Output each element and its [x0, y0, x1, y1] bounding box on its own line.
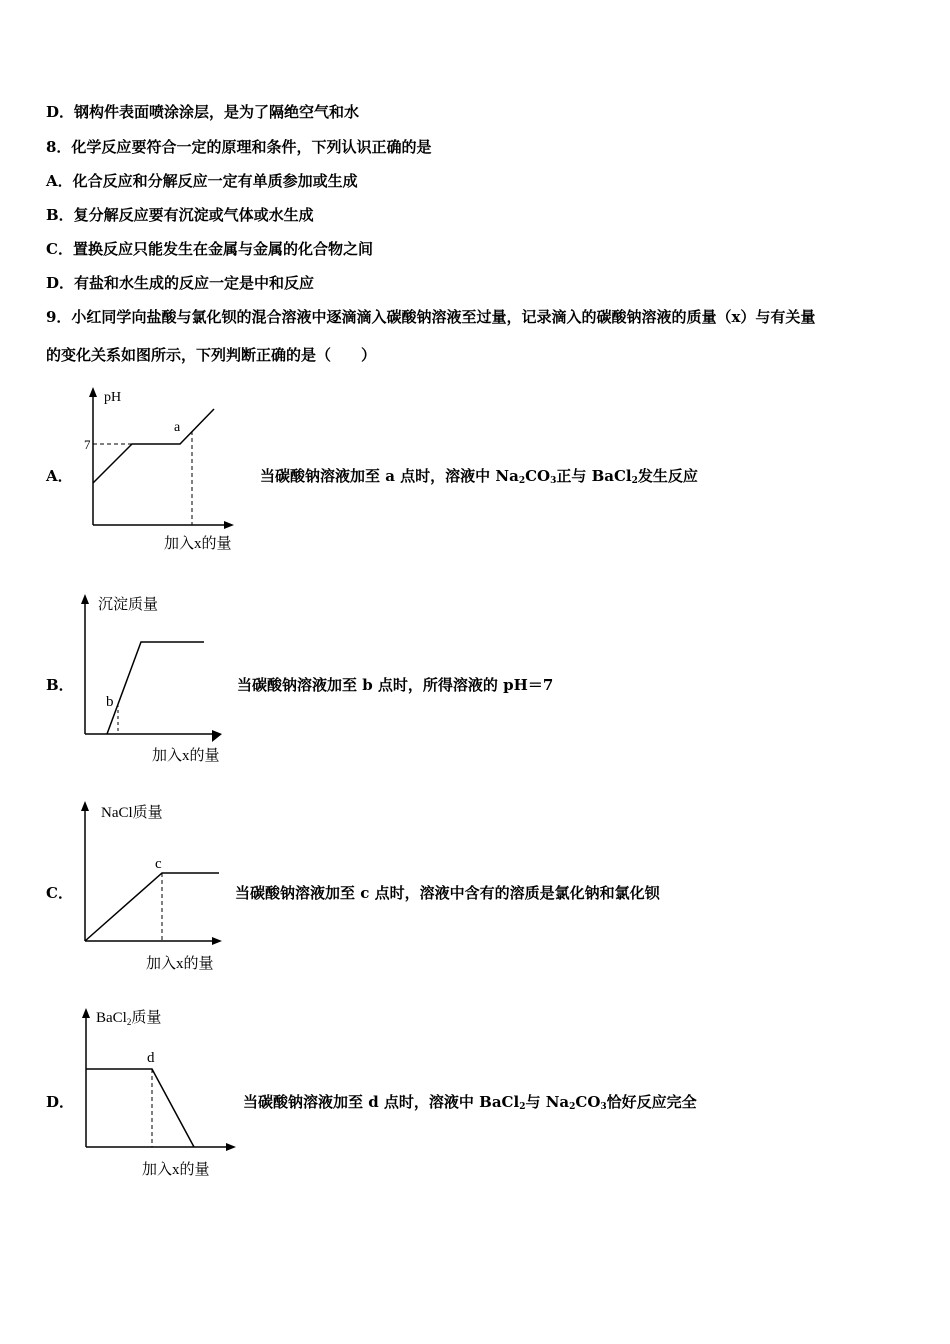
graph-a-ylabel: pH — [104, 390, 122, 405]
graph-d-ylabel: BaCl$_2$质量 — [96, 1010, 162, 1027]
graph-a-y-arrow — [89, 387, 97, 397]
q9-option-b-desc: 当碳酸钠溶液加至 b 点时，所得溶液的 pH＝7 — [237, 676, 554, 694]
graph-c-ylabel: NaCl质量 — [101, 805, 163, 821]
graph-b-y-arrow — [81, 594, 89, 604]
q9-stem-line2: 的变化关系如图所示，下列判断正确的是（ ） — [46, 346, 377, 364]
graph-b-point-b: b — [106, 694, 114, 710]
graph-b-x-arrow — [212, 730, 222, 742]
graph-d-xlabel: 加入x的量 — [142, 1162, 210, 1178]
graph-a-tick-7: 7 — [84, 437, 91, 452]
graph-a — [80, 385, 250, 555]
graph-a-x-arrow — [224, 521, 234, 529]
graph-d-y-arrow — [82, 1008, 90, 1018]
q7-option-d: D．钢构件表面喷涂涂层，是为了隔绝空气和水 — [46, 103, 360, 121]
graph-c-point-c: c — [155, 856, 162, 872]
q8-option-d: D．有盐和水生成的反应一定是中和反应 — [46, 274, 315, 292]
graph-b-ylabel: 沉淀质量 — [98, 597, 159, 613]
graph-d-x-arrow — [226, 1143, 236, 1151]
graph-d-curve — [86, 1069, 194, 1147]
q9-option-d-label: D． — [46, 1093, 75, 1111]
graph-d — [76, 1003, 246, 1183]
graph-d-point-d: d — [147, 1050, 155, 1066]
graph-c-y-arrow — [81, 801, 89, 811]
q8-option-b: B．复分解反应要有沉淀或气体或水生成 — [46, 206, 314, 224]
graph-b-curve — [107, 642, 204, 734]
graph-a-xlabel: 加入x的量 — [164, 536, 232, 552]
graph-c — [76, 797, 246, 977]
q9-option-a-desc: 当碳酸钠溶液加至 a 点时，溶液中 $Na_2CO_3$正与 BaCl$_2$发生反应 — [260, 467, 698, 486]
q8-option-a: A．化合反应和分解反应一定有单质参加或生成 — [46, 172, 358, 190]
q9-option-c-label: C． — [46, 884, 73, 902]
graph-c-xlabel: 加入x的量 — [146, 956, 214, 972]
q9-stem-line1: 9．小红同学向盐酸与氯化钡的混合溶液中逐滴滴入碳酸钠溶液至过量，记录滴入的碳酸钠溶液的质量（x）与有关量 — [46, 308, 816, 326]
graph-b — [76, 590, 246, 770]
graph-b-xlabel: 加入x的量 — [152, 748, 220, 764]
q8-option-c: C．置换反应只能发生在金属与金属的化合物之间 — [46, 240, 373, 258]
q9-option-a-label: A． — [46, 467, 73, 485]
q9-option-b-label: B． — [46, 676, 74, 694]
graph-c-x-arrow — [212, 937, 222, 945]
graph-a-curve — [93, 409, 214, 483]
graph-c-curve — [85, 873, 219, 941]
graph-a-point-a: a — [174, 420, 181, 435]
q9-option-d-desc: 当碳酸钠溶液加至 d 点时，溶液中 BaCl$_2$与 $Na_2CO_3$恰好反应完全 — [243, 1093, 697, 1112]
q9-option-c-desc: 当碳酸钠溶液加至 c 点时，溶液中含有的溶质是氯化钠和氯化钡 — [235, 884, 660, 902]
q8-stem: 8．化学反应要符合一定的原理和条件，下列认识正确的是 — [46, 138, 432, 156]
